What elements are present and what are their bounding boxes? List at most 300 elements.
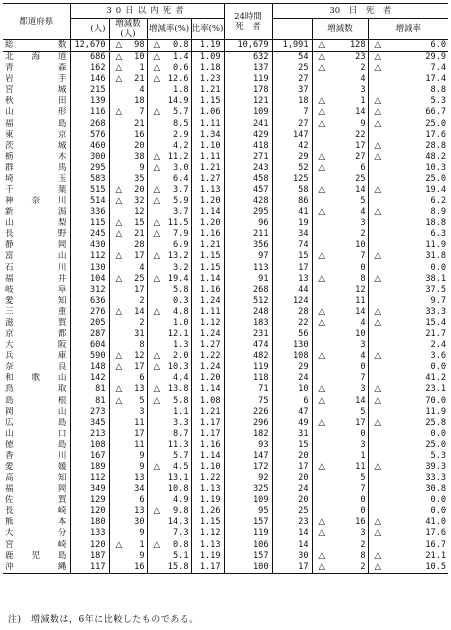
rate-value: 8.5 [172, 118, 189, 129]
rate2-sign: △ [368, 40, 381, 52]
count-cell: 116 [70, 107, 109, 118]
prefecture-cell: 徳島 [5, 439, 67, 450]
rate-sign [147, 473, 161, 484]
change-sign [109, 207, 123, 218]
rate2-value: 6.0 [381, 40, 448, 52]
change2-value: 16 [355, 517, 366, 528]
rate-value: 5.8 [172, 395, 189, 406]
deaths-24h-cell: 121 [224, 96, 272, 107]
rate-sign [147, 96, 161, 107]
rate2-sign: △ [368, 462, 381, 473]
change-value: 9 [139, 550, 145, 561]
change-sign: △ [109, 274, 123, 285]
rate-sign [147, 440, 161, 451]
prefecture-cell: 島根 [5, 395, 67, 406]
rate-value: 8.7 [172, 428, 189, 439]
change-value: 6 [139, 373, 145, 384]
prefecture-cell: 東京 [5, 129, 67, 140]
deaths-30d-cell: 15 [272, 251, 312, 262]
within-30-days-header: 30日以内死者 [70, 4, 224, 19]
change2-value: 3 [360, 218, 366, 229]
table-row [3, 517, 448, 528]
deaths-24h-cell: 75 [224, 396, 272, 407]
deaths-24h-cell: 231 [224, 329, 272, 340]
rate-sign: △ [147, 540, 161, 551]
prefecture-cell: 京都 [5, 329, 67, 340]
change2-value: 23 [355, 52, 366, 63]
rate2-header: 増減率 [368, 19, 448, 40]
deaths-30d-cell: 10 [272, 384, 312, 395]
change2-sign: △ [312, 528, 326, 539]
change-sign [109, 562, 123, 574]
ratio-cell: 1.20 [191, 373, 224, 384]
rate2-sign: △ [368, 307, 381, 318]
rate-sign [147, 207, 161, 218]
deaths-30d-cell: 13 [272, 274, 312, 285]
deaths-24h-cell: 119 [224, 528, 272, 539]
prefecture-cell: 秋田 [5, 96, 67, 107]
rate2-value: 2.4 [430, 340, 447, 351]
change2-value: 8 [360, 550, 366, 561]
change2-value: 17 [355, 140, 366, 151]
deaths-30d-cell: 20 [272, 451, 312, 462]
change-sign [109, 96, 123, 107]
ratio-cell: 1.34 [191, 130, 224, 141]
deaths-24h-cell: 100 [224, 562, 272, 574]
deaths-30d-cell: 30 [272, 551, 312, 562]
prefecture-cell: 山梨 [5, 218, 67, 229]
change2-sign: △ [312, 40, 326, 52]
traffic-fatalities-table [3, 3, 448, 574]
rate2-sign [368, 130, 381, 141]
deaths-30d-cell: 1,991 [272, 40, 312, 52]
rate2-sign: △ [368, 517, 381, 528]
deaths-30d-cell: 34 [272, 229, 312, 240]
rate2-sign: △ [368, 551, 381, 562]
prefecture-cell: 福島 [5, 118, 67, 129]
prefecture-cell: 三重 [5, 306, 67, 317]
change2-sign: △ [312, 384, 326, 395]
prefecture-cell: 鳥取 [5, 384, 67, 395]
prefecture-cell: 岡山 [5, 406, 67, 417]
count-cell: 133 [70, 528, 109, 539]
prefecture-cell: 新潟 [5, 207, 67, 218]
table-row [3, 396, 448, 407]
change-sign [109, 495, 123, 506]
deaths-24h-cell: 295 [224, 207, 272, 218]
prefecture-cell: 富山 [5, 251, 67, 262]
change2-sign [312, 263, 326, 274]
change-value: 17 [134, 428, 145, 439]
ratio-cell: 1.10 [191, 462, 224, 473]
ratio-cell: 1.17 [191, 418, 224, 429]
change2-value: 25 [355, 173, 366, 184]
prefecture-cell: 奈良 [5, 362, 67, 373]
deaths-24h-cell: 119 [224, 362, 272, 373]
deaths-24h-cell: 97 [224, 251, 272, 262]
change-sign [109, 296, 123, 307]
rate-sign: △ [147, 274, 161, 285]
rate-sign: △ [147, 163, 161, 174]
change-value: 5 [139, 395, 145, 406]
rate-value: 1.1 [172, 406, 189, 417]
change-sign [109, 130, 123, 141]
rate-value: 2.9 [172, 129, 189, 140]
change2-sign: △ [312, 63, 326, 74]
rate-value: 5.1 [172, 550, 189, 561]
rate-sign [147, 418, 161, 429]
deaths-24h-cell: 157 [224, 551, 272, 562]
change2-value: 10 [355, 240, 366, 251]
count-cell: 148 [70, 362, 109, 373]
change-value: 9 [139, 162, 145, 173]
change2-sign: △ [312, 96, 326, 107]
ratio-cell: 1.14 [191, 451, 224, 462]
change-sign [109, 528, 123, 539]
count-cell: 167 [70, 451, 109, 462]
table-row [3, 551, 448, 562]
table-row [3, 207, 448, 218]
ratio-cell: 1.16 [191, 229, 224, 240]
change2-sign: △ [312, 163, 326, 174]
count-cell: 514 [70, 196, 109, 207]
ratio-cell: 1.09 [191, 52, 224, 64]
count-cell: 112 [70, 473, 109, 484]
prefecture-cell: 静岡 [5, 240, 67, 251]
change2-sign [312, 429, 326, 440]
table-row [3, 63, 448, 74]
change-sign: △ [109, 251, 123, 262]
change2-value: 14 [355, 395, 366, 406]
deaths-24h-cell: 512 [224, 296, 272, 307]
unit-header: (人) [70, 19, 109, 40]
count-cell: 215 [70, 85, 109, 96]
rate-value: 11.5 [167, 218, 189, 229]
prefecture-cell: 北海道 [5, 52, 67, 63]
change2-value: 11 [355, 295, 366, 306]
rate-value: 12.6 [167, 74, 189, 85]
change-value: 32 [134, 196, 145, 207]
rate2-value: 25.0 [425, 173, 447, 184]
rate2-value: 31.8 [425, 251, 447, 262]
rate-sign [147, 285, 161, 296]
change-value: 8 [139, 340, 145, 351]
change2-sign: △ [312, 274, 326, 285]
change-value: 1 [139, 63, 145, 74]
rate-sign [147, 551, 161, 562]
rate2-sign: △ [368, 207, 381, 218]
prefecture-cell: 福井 [5, 273, 67, 284]
rate-value: 6.9 [172, 240, 189, 251]
change2-sign: △ [312, 318, 326, 329]
count-cell: 604 [70, 340, 109, 351]
change2-value: 11 [355, 461, 366, 472]
deaths-30d-cell: 124 [272, 296, 312, 307]
rate2-value: 23.1 [425, 384, 447, 395]
rate-value: 3.2 [172, 262, 189, 273]
rate2-value: 7.4 [430, 63, 447, 74]
change2-value: 3 [360, 439, 366, 450]
deaths-24h-cell: 243 [224, 163, 272, 174]
ratio-cell: 1.19 [191, 40, 224, 52]
change2-sign [312, 296, 326, 307]
rate-value: 3.0 [172, 162, 189, 173]
change-value: 3 [139, 406, 145, 417]
change-value: 4 [139, 85, 145, 96]
ratio-cell: 1.21 [191, 85, 224, 96]
ratio-cell: 1.24 [191, 329, 224, 340]
count-cell: 576 [70, 130, 109, 141]
change-sign: △ [109, 196, 123, 207]
change2-value: 5 [360, 196, 366, 207]
count-cell: 189 [70, 462, 109, 473]
change2-value: 0 [360, 262, 366, 273]
rate2-value: 25.0 [425, 439, 447, 450]
ratio-cell: 1.16 [191, 285, 224, 296]
rate2-value: 48.2 [425, 151, 447, 162]
rate2-value: 28.8 [425, 140, 447, 151]
rate-value: 3.7 [172, 185, 189, 196]
change2-value: 0 [360, 495, 366, 506]
change-sign [109, 340, 123, 351]
change-value: 31 [134, 329, 145, 340]
count-cell: 213 [70, 429, 109, 440]
change-sign [109, 407, 123, 418]
rate2-sign [368, 163, 381, 174]
rate-sign: △ [147, 251, 161, 262]
rate2-value: 8.8 [430, 85, 447, 96]
deaths-30d-cell: 29 [272, 362, 312, 373]
change-value: 15 [134, 218, 145, 229]
rate-value: 1.8 [172, 85, 189, 96]
deaths-24h-cell: 356 [224, 240, 272, 251]
change-sign [109, 85, 123, 96]
count-cell: 590 [70, 351, 109, 362]
prefecture-cell: 愛媛 [5, 461, 67, 472]
ratio-cell: 1.14 [191, 274, 224, 285]
ratio-cell: 1.22 [191, 351, 224, 362]
change-value: 4 [139, 262, 145, 273]
rate2-sign [368, 440, 381, 451]
deaths-30d-cell: 14 [272, 528, 312, 539]
rate2-sign: △ [368, 152, 381, 163]
table-row [3, 407, 448, 418]
table-row [3, 52, 448, 64]
change2-value: 0 [360, 362, 366, 373]
deaths-30d-cell: 27 [272, 74, 312, 85]
rate-sign: △ [147, 185, 161, 196]
ratio-cell: 1.21 [191, 163, 224, 174]
change-sign [109, 285, 123, 296]
change-sign [109, 517, 123, 528]
rate2-value: 5.3 [430, 450, 447, 461]
table-row [3, 429, 448, 440]
change-sign [109, 462, 123, 473]
change2-sign [312, 340, 326, 351]
rate-value: 1.3 [172, 340, 189, 351]
rate2-value: 8.9 [430, 207, 447, 218]
rate2-value: 38.1 [425, 273, 447, 284]
rate2-value: 0.0 [430, 495, 447, 506]
count-cell: 430 [70, 240, 109, 251]
table-row [3, 196, 448, 207]
deaths-24h-cell: 428 [224, 196, 272, 207]
change2-value: 4 [360, 351, 366, 362]
rate-sign [147, 318, 161, 329]
rate2-value: 33.3 [425, 306, 447, 317]
ratio-cell: 1.12 [191, 528, 224, 539]
change2-sign [312, 373, 326, 384]
deaths-30d-cell: 108 [272, 351, 312, 362]
prefecture-cell: 沖縄 [3, 562, 70, 574]
prefecture-cell: 大分 [5, 528, 67, 539]
rate2-sign: △ [368, 351, 381, 362]
table-row [3, 285, 448, 296]
count-cell: 108 [70, 440, 109, 451]
count-cell: 583 [70, 174, 109, 185]
count-cell: 349 [70, 484, 109, 495]
ratio-cell: 1.18 [191, 63, 224, 74]
table-row [3, 495, 448, 506]
rate2-sign: △ [368, 418, 381, 429]
change2-sign: △ [312, 396, 326, 407]
deaths-30d-cell: 7 [272, 107, 312, 118]
rate2-sign: △ [368, 562, 381, 574]
rate2-value: 70.0 [425, 395, 447, 406]
deaths-24h-cell: 226 [224, 407, 272, 418]
rate-sign [147, 517, 161, 528]
deaths-24h-cell: 93 [224, 440, 272, 451]
table-row [3, 218, 448, 229]
prefecture-cell: 滋賀 [5, 317, 67, 328]
deaths-24h-cell: 429 [224, 130, 272, 141]
table-row [3, 152, 448, 163]
rate2-value: 25.8 [425, 417, 447, 428]
change2-sign [312, 240, 326, 251]
change2-sign [312, 218, 326, 229]
prefecture-cell: 山形 [5, 107, 67, 118]
rate-sign [147, 407, 161, 418]
rate-sign [147, 429, 161, 440]
table-row [3, 229, 448, 240]
rate2-value: 29.9 [425, 52, 447, 63]
change-value: 18 [134, 96, 145, 107]
change-value: 98 [123, 40, 147, 52]
rate2-value: 0.0 [430, 428, 447, 439]
rate2-value: 3.6 [430, 351, 447, 362]
change2-sign: △ [312, 351, 326, 362]
change-sign: △ [109, 396, 123, 407]
deaths-24h-cell: 182 [224, 429, 272, 440]
rate-value: 4.2 [172, 140, 189, 151]
rate-sign [147, 174, 161, 185]
change2-value: 1 [360, 96, 366, 107]
rate-sign: △ [147, 362, 161, 373]
deaths-30d-cell: 17 [272, 462, 312, 473]
change-value: 38 [134, 151, 145, 162]
rate2-sign [368, 218, 381, 229]
deaths-30d-cell: 28 [272, 307, 312, 318]
rate2-sign: △ [368, 52, 381, 64]
rate2-value: 0.0 [430, 506, 447, 517]
count-cell: 130 [70, 263, 109, 274]
prefecture-cell: 大阪 [5, 340, 67, 351]
rate2-sign [368, 540, 381, 551]
change-value: 14 [134, 306, 145, 317]
change-sign [109, 174, 123, 185]
table-row [3, 473, 448, 484]
ratio-cell: 1.19 [191, 551, 224, 562]
change2-value: 27 [355, 151, 366, 162]
prefecture-cell: 岩手 [5, 74, 67, 85]
change2-sign [312, 451, 326, 462]
count-cell: 129 [70, 495, 109, 506]
table-row [3, 506, 448, 517]
rate-sign: △ [147, 52, 161, 64]
change-sign: △ [109, 307, 123, 318]
deaths-24h-cell: 137 [224, 63, 272, 74]
deaths-24h-cell: 183 [224, 318, 272, 329]
rate-value: 10.8 [167, 484, 189, 495]
prefecture-cell: 石川 [5, 262, 67, 273]
deaths-30d-cell: 86 [272, 196, 312, 207]
prefecture-cell: 兵庫 [5, 351, 67, 362]
change2-sign: △ [312, 307, 326, 318]
deaths-30d-cell: 125 [272, 174, 312, 185]
rate-value: 3.7 [172, 207, 189, 218]
change-value: 10 [134, 52, 145, 63]
change-sign: △ [109, 52, 123, 64]
change2-sign [312, 85, 326, 96]
rate-value: 13.1 [167, 473, 189, 484]
table-row [3, 263, 448, 274]
table-row [3, 351, 448, 362]
change2-sign [312, 407, 326, 418]
change2-sign: △ [312, 52, 326, 64]
change-value: 9 [139, 528, 145, 539]
deaths-30d-cell: 49 [272, 418, 312, 429]
prefecture-cell: 茨城 [5, 140, 67, 151]
rate-sign: △ [147, 196, 161, 207]
change-value: 9 [139, 450, 145, 461]
change-sign [109, 240, 123, 251]
table-row [3, 119, 448, 130]
change2-sign [312, 174, 326, 185]
rate2-sign [368, 285, 381, 296]
change2-value: 10 [355, 329, 366, 340]
count-cell: 273 [70, 407, 109, 418]
table-row [3, 384, 448, 395]
deaths-30d-cell: 24 [272, 484, 312, 495]
deaths-30d-cell: 25 [272, 63, 312, 74]
rate-sign [147, 85, 161, 96]
change2-value: 2 [360, 63, 366, 74]
rate2-value: 16.7 [425, 539, 447, 550]
prefecture-header: 都道府県 [3, 4, 70, 40]
change2-sign [312, 484, 326, 495]
prefecture-cell: 岐阜 [5, 284, 67, 295]
change-value: 12 [134, 207, 145, 218]
prefecture-cell: 熊本 [5, 517, 67, 528]
table-row [3, 562, 448, 574]
change-value: 35 [134, 173, 145, 184]
count-cell: 460 [70, 141, 109, 152]
rate2-sign: △ [368, 119, 381, 130]
change2-value: 4 [360, 207, 366, 218]
change2-value: 4 [360, 317, 366, 328]
change2-value: 7 [360, 373, 366, 384]
rate-value: 13.8 [167, 384, 189, 395]
